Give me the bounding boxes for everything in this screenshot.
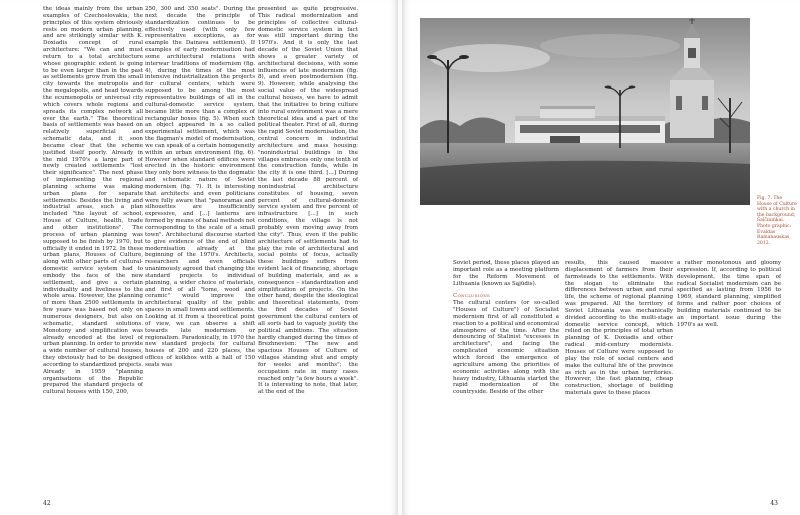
body-text: 250, 300 and 350 seats". During the next decade the principle of standardization continues to be effectively used (with only few representative exceptions, as for example the Dainava settlement). If examples of early modernisation had some architectural relations with interwar traditions of modernism (fig. 4), during the times of the most intensive industrialization the projects for cultural centers, which were supposed to be among the most representative buildings of all in the cultural-domestic service system, became little more than a complex of rectangular boxes (fig. 5). When such an object appeared in a so called experimental settlement, which was the flagman's model of modernisation, we can speak of a certain homogeneity within an urban environment (fig. 6). However when standard edifices were erected in the historic environment they only bore witness to the dogmatic and schematic nature of Soviet modernism (fig. 7). It is interesting that architects and even politicians were fully aware that "panoramas and silhouettes are insufficiently expressive, and [...] lanterns are formed by means of banal methods not corresponding to the scale of a small town". Architectural discourse started to give evidence of the end of blind modernisation already at the beginning of the 1970's. Architects, researchers and even officials unanimously agreed that changing the standard projects to individual planning, a wider choice of materials, and first of all "tome, wood and ceramic" would improve the architectural quality of the public spaces in small towns and settlements. Looking at it from a theoretical point of view, we can observe a shift towards late modernism or regionalism. Paradoxically, in 1970 the new standard projects for cultural houses of 200 and 220 places, the offices of kolkhos with a hall of 150 seats was <box>145 6 255 368</box>
body-text: Soviet period, these places played an important role as a meeting platform for the Reform Movement of Lithuania (known as Sąjūdis). <box>453 260 559 287</box>
section-heading: Conclusions <box>453 293 491 300</box>
left-page <box>0 0 398 515</box>
body-text: presented as quite progressive. This radical modernization and principles of collective cultural-domestic service system in fact was still important during the 1970's. And it is only the last decade of the Soviet Union that shows a greater variety of architectural decisions, with some influences of late modernism (fig. 8), and even postmodernism (fig. 9). However, while analysing the social value of the widespread cultural houses, we have to admit that the initiative to bring culture into rural environment was a mere theoretical idea and a part of the political theater. First of all, during the rapid Soviet modernisation, the central concern in industrial architecture and mass housing: "nonindustrial buildings in the villages embraces only one tenth of the construction funds, while in the city it is one third. [...] During the last decade 88 percent of nonindustrial architecture constitutes of housing, seven percent of cultural-domestic service system and five percent of infrastructure [...] in such conditions, the village is not probably even moving away from the city". Thus, even if the public architecture of settlements had to play the role of architectural and social points of focus, actually these buildings suffers from evident lack of financing, shortage of building materials, and as a consequence – standardization and simplification of projects. On the other hand, despite the ideological and theoretical statements, from the first decades of Soviet government the cultural centers of all sorts had to vaguely justify the political ambitions. The situation hardly changed during the times of Brezhnevism: "The new and spacious Houses of Culture of villages standing shut and empty for weeks and months"; the occupation rate in many cases reached only "a few hours a week". It is interesting to note, that later, at the end of the <box>258 6 358 396</box>
photo-caption: Fig. 7. The House of Culture with a church in the background, Šalčininkai. Photo graphic: Evaldas Ramanauskas, 2012. <box>757 196 797 246</box>
right-column-2 <box>565 260 673 496</box>
right-column-1 <box>453 260 559 496</box>
left-column-2 <box>145 6 255 496</box>
house-of-culture-photo <box>420 18 750 205</box>
body-text: a rather monotonous and gloomy expression. If, according to political development, the time span of radical Socialist modernism can be specified as lasting from 1956 to 1969, standard planning, simplified forms and rather poor choices of building materials continued to be an important issue during the 1970's as well. <box>677 260 781 328</box>
right-page <box>402 0 800 515</box>
body-text: results, this caused massive displacement of farmers from their farmsteads to the settlements. With the slogan to eliminate the differences between urban and rural life, the scheme of regional planning was prepared. All the territory of Soviet Lithuania was mechanically divided according to the multi-stage domestic service concept, which relied on the principles of total urban planning of K. Doxiadis and other radical mid-century modernists. Houses of Culture were supposed to play the role of social centers and make the cultural life of the province as rich as in the urban territories. However, the fast planning, cheap construction, shortage of building materials gave to these places <box>565 260 673 397</box>
left-column-3 <box>258 6 358 496</box>
left-column-1 <box>43 6 143 496</box>
body-text: The cultural centers (or so-called "Houses of Culture") of Socialist modernism first of all constituted a reaction to a political and economical atmosphere of the time. After the denouncing of Stalinist "excesses in architecture", and facing the complicated economic situation which forced the emergence of agriculture among the priorities of economic activities along with the heavy industry, Lithuania started the rapid modernization of the countryside. Beside of the other <box>453 300 559 396</box>
body-text: the ideas mainly from the urban examples of Czechoslovakia, the principles of this system obviously rests on modern urban planning, and are strikingly similar with K. Doxiadis concept of rural architecture: "We can and must return to a total architecture whose geographic extent is going to be even larger than in the past as settlements grow from the small city towards the metropolis and the megalopolis, and head towards the ecumenopolis or universal city which covers whole regions and spreads its complex network all over the earth." The theoretical basis of settlements was based on relatively superficial and schematic data, and it soon became clear that the scheme justified itself poorly. Already in the mid 1970's a large part of newly created settlements "lost their significance". The next phase of implementing the regional planning scheme was making urban plans for separate settlements. Besides the living and industrial areas, such a plan included "the layout of school, House of Culture, health, trade and other institutions". The process of urban planning was supposed to be finish by 1970, but officially it ended in 1972. In these urban plans, Houses of Culture, along with other parts of cultural-domestic service system had to embody the face of the new settlement, and give a certain individuality and liveliness to the whole area. However, the planning of more than 2500 settlements in few years was based not only on numerous designers, but also on schematic, standard solutions. Monotony and simplification was already encoded at the level of urban planning. In order to provide a wide number of cultural houses, they obviously had to be designed according to standardized projects. Already in 1959 "planning organisations of the Republic prepared the standard projects of cultural houses with 150, 200, <box>43 6 143 396</box>
page-number-left: 42 <box>43 500 51 507</box>
page-number-right: 43 <box>770 500 778 507</box>
right-column-3 <box>677 260 781 496</box>
